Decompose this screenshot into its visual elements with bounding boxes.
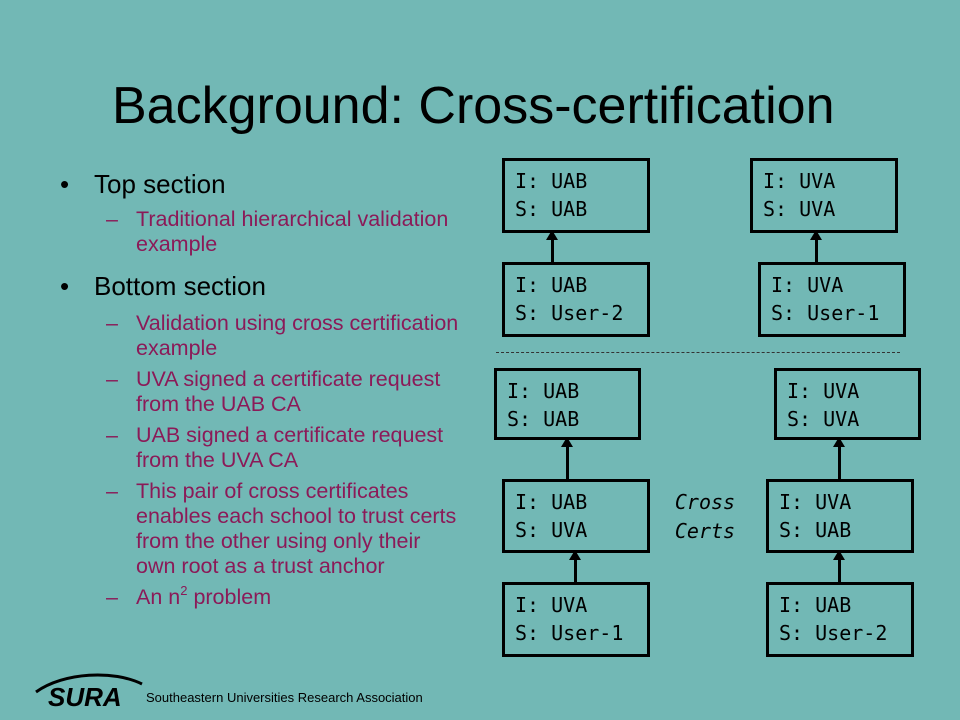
cert-box [502,479,650,553]
bullet-list [60,168,460,610]
arrow-up [838,443,841,480]
cert-box [750,158,898,233]
section-divider [496,352,900,353]
sub-bullet-text: Traditional hierarchical validation example [136,207,449,256]
sub-bullet-text: An $n^2$ problem [136,583,272,609]
cert-issuer: I: UVA [515,593,588,617]
bullet-bottom-section [60,270,460,302]
sub-bullet [60,479,460,579]
cert-subject: S: User-2 [779,621,888,645]
cert-subject: S: User-1 [771,301,880,325]
bullet-text: Bottom section [94,271,266,301]
dash-glyph: – [106,479,118,503]
dash-glyph: – [106,311,118,335]
sub-bullet [60,423,460,473]
bullet-glyph: • [60,271,70,301]
sub-bullet [60,585,460,610]
sura-logo [34,672,146,712]
cert-subject: S: UAB [779,518,852,542]
arrow-up [815,236,818,263]
bullet-text: Top section [94,169,226,199]
cert-box [766,582,914,657]
sub-bullet [60,367,460,417]
arrow-up [838,556,841,583]
cert-subject: S: User-2 [515,301,624,325]
sub-bullet-text: Validation using cross certification example [136,311,459,360]
cert-issuer: I: UAB [515,273,588,297]
dash-glyph: – [106,367,118,391]
svg-text:SURA: SURA [48,682,122,712]
cert-box [502,262,650,337]
arrow-up [574,556,577,583]
bullet-glyph: • [60,169,70,199]
cert-issuer: I: UVA [787,379,860,403]
footer [34,672,514,712]
cert-issuer: I: UVA [763,169,836,193]
cert-box [502,582,650,657]
cert-subject: S: UAB [515,197,588,221]
sub-bullet [60,311,460,361]
cert-subject: S: UVA [763,197,836,221]
cert-box [766,479,914,553]
dash-glyph: – [106,423,118,447]
cert-subject: S: User-1 [515,621,624,645]
cert-box [494,368,641,440]
sub-bullet [60,207,460,257]
dash-glyph: – [106,585,118,609]
cert-issuer: I: UAB [515,490,588,514]
cert-issuer: I: UVA [779,490,852,514]
cert-box [758,262,906,337]
cert-box [774,368,921,440]
cert-issuer: I: UAB [515,169,588,193]
cert-issuer: I: UAB [507,379,580,403]
cert-issuer: I: UAB [779,593,852,617]
cert-box [502,158,650,233]
bullet-top-section [60,168,460,200]
cert-subject: S: UVA [515,518,588,542]
cert-subject: S: UVA [787,407,860,431]
cert-subject: S: UAB [507,407,580,431]
org-name: Southeastern Universities Research Association [146,690,423,705]
cross-certs-label: Cross Certs [674,490,736,543]
sub-bullet-text: UAB signed a certificate request from the UVA CA [136,423,444,472]
dash-glyph: – [106,207,118,231]
arrow-up [551,236,554,263]
sub-bullet-text: UVA signed a certificate request from the UAB CA [136,367,441,416]
sub-bullet-text: This pair of cross certificates enables each school to trust certs from the other using only their own root as a trust anchor [136,479,457,578]
arrow-up [566,443,569,480]
cert-issuer: I: UVA [771,273,844,297]
slide-title: Background: Cross-certification [112,77,835,135]
